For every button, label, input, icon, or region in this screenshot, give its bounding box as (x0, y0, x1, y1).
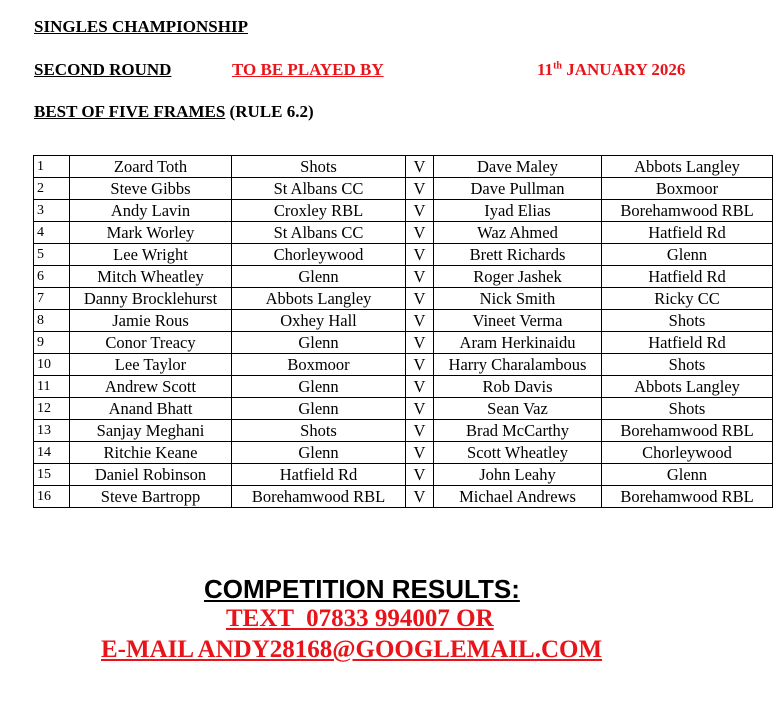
home-club: St Albans CC (232, 222, 406, 244)
versus-marker: V (406, 464, 434, 486)
versus-marker: V (406, 332, 434, 354)
results-text-line: TEXT 07833 994007 OR (226, 605, 494, 632)
versus-marker: V (406, 354, 434, 376)
versus-marker: V (406, 266, 434, 288)
home-club: Shots (232, 156, 406, 178)
match-format (34, 102, 314, 122)
play-by-date (537, 60, 685, 80)
table-row (34, 222, 773, 244)
away-club: Shots (602, 310, 773, 332)
home-player: Sanjay Meghani (70, 420, 232, 442)
versus-marker: V (406, 200, 434, 222)
home-player: Andy Lavin (70, 200, 232, 222)
home-player: Jamie Rous (70, 310, 232, 332)
home-club: Glenn (232, 398, 406, 420)
format-rule: (RULE 6.2) (229, 102, 314, 121)
away-club: Hatfield Rd (602, 332, 773, 354)
table-row (34, 266, 773, 288)
home-club: Shots (232, 420, 406, 442)
away-player: Roger Jashek (434, 266, 602, 288)
fixtures-body (34, 156, 773, 508)
round-label: SECOND ROUND (34, 60, 172, 79)
versus-marker: V (406, 420, 434, 442)
results-heading: COMPETITION RESULTS: (204, 574, 520, 604)
away-player: Vineet Verma (434, 310, 602, 332)
fixture-number: 3 (34, 200, 70, 222)
table-row (34, 376, 773, 398)
away-player: Brett Richards (434, 244, 602, 266)
away-player: Rob Davis (434, 376, 602, 398)
table-row (34, 486, 773, 508)
home-club: St Albans CC (232, 178, 406, 200)
home-club: Oxhey Hall (232, 310, 406, 332)
home-player: Steve Gibbs (70, 178, 232, 200)
home-club: Croxley RBL (232, 200, 406, 222)
fixture-number: 1 (34, 156, 70, 178)
versus-marker: V (406, 376, 434, 398)
table-row (34, 332, 773, 354)
fixture-number: 6 (34, 266, 70, 288)
fixture-number: 4 (34, 222, 70, 244)
table-row (34, 420, 773, 442)
versus-marker: V (406, 178, 434, 200)
table-row (34, 354, 773, 376)
fixture-number: 5 (34, 244, 70, 266)
home-player: Lee Wright (70, 244, 232, 266)
fixture-number: 16 (34, 486, 70, 508)
away-player: Waz Ahmed (434, 222, 602, 244)
fixture-number: 7 (34, 288, 70, 310)
table-row (34, 398, 773, 420)
home-club: Glenn (232, 266, 406, 288)
away-club: Abbots Langley (602, 376, 773, 398)
away-club: Chorleywood (602, 442, 773, 464)
home-player: Andrew Scott (70, 376, 232, 398)
home-player: Danny Brocklehurst (70, 288, 232, 310)
home-club: Hatfield Rd (232, 464, 406, 486)
title: SINGLES CHAMPIONSHIP (34, 17, 248, 36)
away-player: John Leahy (434, 464, 602, 486)
away-club: Borehamwood RBL (602, 420, 773, 442)
fixtures-table (33, 155, 773, 508)
table-row (34, 288, 773, 310)
table-row (34, 244, 773, 266)
away-player: Scott Wheatley (434, 442, 602, 464)
table-row (34, 156, 773, 178)
date-day: 11 (537, 60, 554, 79)
fixture-number: 15 (34, 464, 70, 486)
home-club: Abbots Langley (232, 288, 406, 310)
versus-marker: V (406, 442, 434, 464)
away-club: Borehamwood RBL (602, 200, 773, 222)
away-player: Nick Smith (434, 288, 602, 310)
away-club: Abbots Langley (602, 156, 773, 178)
fixture-number: 2 (34, 178, 70, 200)
away-club: Ricky CC (602, 288, 773, 310)
fixture-number: 8 (34, 310, 70, 332)
home-club: Glenn (232, 332, 406, 354)
versus-marker: V (406, 398, 434, 420)
home-player: Zoard Toth (70, 156, 232, 178)
fixture-number: 9 (34, 332, 70, 354)
home-club: Borehamwood RBL (232, 486, 406, 508)
format-frames: BEST OF FIVE FRAMES (34, 102, 226, 121)
fixture-number: 14 (34, 442, 70, 464)
away-club: Boxmoor (602, 178, 773, 200)
table-row (34, 442, 773, 464)
table-row (34, 178, 773, 200)
fixture-number: 13 (34, 420, 70, 442)
away-club: Glenn (602, 244, 773, 266)
away-club: Shots (602, 354, 773, 376)
away-club: Hatfield Rd (602, 222, 773, 244)
fixture-number: 12 (34, 398, 70, 420)
home-club: Glenn (232, 376, 406, 398)
versus-marker: V (406, 288, 434, 310)
versus-marker: V (406, 486, 434, 508)
versus-marker: V (406, 310, 434, 332)
away-club: Borehamwood RBL (602, 486, 773, 508)
away-club: Hatfield Rd (602, 266, 773, 288)
home-player: Ritchie Keane (70, 442, 232, 464)
away-player: Harry Charalambous (434, 354, 602, 376)
versus-marker: V (406, 244, 434, 266)
home-player: Conor Treacy (70, 332, 232, 354)
away-player: Michael Andrews (434, 486, 602, 508)
home-club: Glenn (232, 442, 406, 464)
away-player: Brad McCarthy (434, 420, 602, 442)
versus-marker: V (406, 156, 434, 178)
home-player: Steve Bartropp (70, 486, 232, 508)
home-player: Anand Bhatt (70, 398, 232, 420)
table-row (34, 464, 773, 486)
home-club: Boxmoor (232, 354, 406, 376)
versus-marker: V (406, 222, 434, 244)
away-player: Iyad Elias (434, 200, 602, 222)
date-rest: JANUARY 2026 (566, 60, 686, 79)
home-club: Chorleywood (232, 244, 406, 266)
away-player: Dave Pullman (434, 178, 602, 200)
home-player: Lee Taylor (70, 354, 232, 376)
home-player: Mark Worley (70, 222, 232, 244)
played-by-label: TO BE PLAYED BY (232, 60, 384, 79)
away-player: Dave Maley (434, 156, 602, 178)
fixture-number: 10 (34, 354, 70, 376)
table-row (34, 310, 773, 332)
home-player: Daniel Robinson (70, 464, 232, 486)
away-player: Aram Herkinaidu (434, 332, 602, 354)
results-email-line: E-MAIL ANDY28168@GOOGLEMAIL.COM (101, 636, 603, 663)
table-row (34, 200, 773, 222)
home-player: Mitch Wheatley (70, 266, 232, 288)
away-club: Glenn (602, 464, 773, 486)
away-club: Shots (602, 398, 773, 420)
fixture-number: 11 (34, 376, 70, 398)
date-suffix: th (553, 60, 562, 72)
away-player: Sean Vaz (434, 398, 602, 420)
